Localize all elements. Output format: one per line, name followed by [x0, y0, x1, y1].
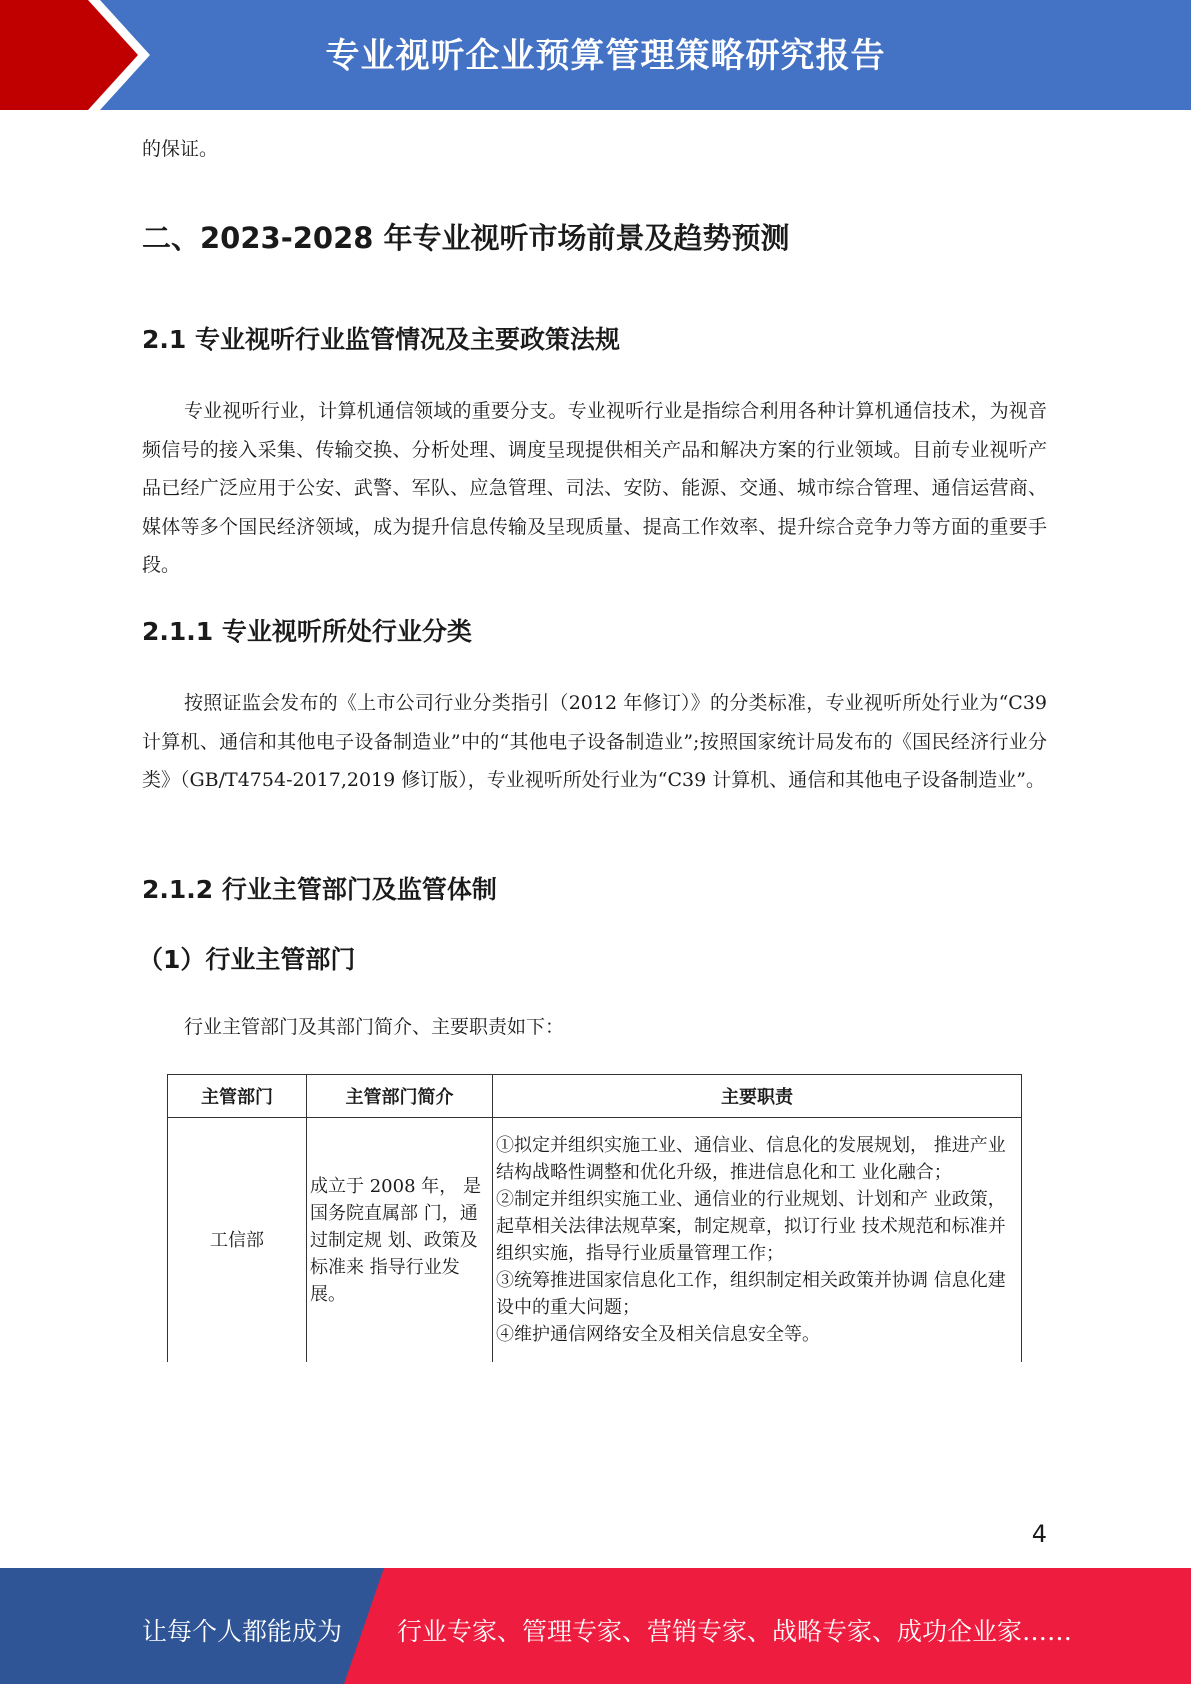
dept-intro-cell: 成立于 2008 年， 是国务院直属部 门，通过制定规 划、政策及标准来 指导行业发展。 — [307, 1118, 493, 1363]
duties-cell — [493, 1118, 1022, 1363]
duty-item: ②制定并组织实施工业、通信业的行业规划、计划和产 业政策，起草相关法律法规草案，制定规章，拟订行业 技术规范和标准并组织实施，指导行业质量管理工作； — [496, 1189, 1006, 1264]
paragraph-2-1-1: 按照证监会发布的《上市公司行业分类指引（2012 年修订）》的分类标准，专业视听所处行业为“C39 计算机、通信和其他电子设备制造业”中的“其他电子设备制造业”;按照国家统计局发布的《国民经济行业分类》（GB/T4754-2017,2019 修订版），专业视听所处行业为“C39 计算机、通信和其他电子设备制造业”。 — [142, 692, 1047, 791]
footer-slogan-right: 行业专家、管理专家、营销专家、战略专家、成功企业家…… — [397, 1617, 1073, 1646]
subsection-heading-1: （1）行业主管部门 — [138, 945, 356, 974]
table-header-cell: 主管部门简介 — [307, 1075, 493, 1118]
section-heading: 二、2023-2028 年专业视听市场前景及趋势预测 — [142, 221, 790, 255]
table-header-row — [168, 1075, 1022, 1118]
table-header-cell: 主管部门 — [168, 1075, 307, 1118]
department-table — [167, 1074, 1022, 1362]
table-header-cell: 主要职责 — [493, 1075, 1022, 1118]
page-footer — [0, 1568, 1191, 1684]
table-intro-text: 行业主管部门及其部门简介、主要职责如下： — [184, 1016, 565, 1038]
page-header — [0, 0, 1191, 110]
footer-slogan-left: 让每个人都能成为 — [142, 1617, 343, 1646]
duty-item: ④维护通信网络安全及相关信息安全等。 — [496, 1324, 820, 1345]
duty-item: ③统筹推进国家信息化工作，组织制定相关政策并协调 信息化建设中的重大问题； — [496, 1270, 1006, 1318]
page-number: 4 — [1031, 1520, 1047, 1548]
table-row — [168, 1118, 1022, 1363]
subsection-heading-2-1-1: 2.1.1 专业视听所处行业分类 — [142, 617, 472, 646]
report-title: 专业视听企业预算管理策略研究报告 — [325, 36, 886, 76]
intro-tail-text: 的保证。 — [142, 138, 219, 160]
dept-cell: 工信部 — [168, 1118, 307, 1363]
paragraph-2-1: 专业视听行业，计算机通信领域的重要分支。专业视听行业是指综合利用各种计算机通信技术，为视音频信号的接入采集、传输交换、分析处理、调度呈现提供相关产品和解决方案的行业领域。目前专业视听产品已经广泛应用于公安、武警、军队、应急管理、司法、安防、能源、交通、城市综合管理、通信运营商、媒体等多个国民经济领域，成为提升信息传输及呈现质量、提高工作效率、提升综合竞争力等方面的重要手段。 — [142, 400, 1047, 576]
subsection-heading-2-1-2: 2.1.2 行业主管部门及监管体制 — [142, 875, 497, 904]
duty-item: ①拟定并组织实施工业、通信业、信息化的发展规划， 推进产业结构战略性调整和优化升级，推进信息化和工 业化融合； — [496, 1135, 1006, 1183]
subsection-heading-2-1: 2.1 专业视听行业监管情况及主要政策法规 — [142, 325, 620, 354]
